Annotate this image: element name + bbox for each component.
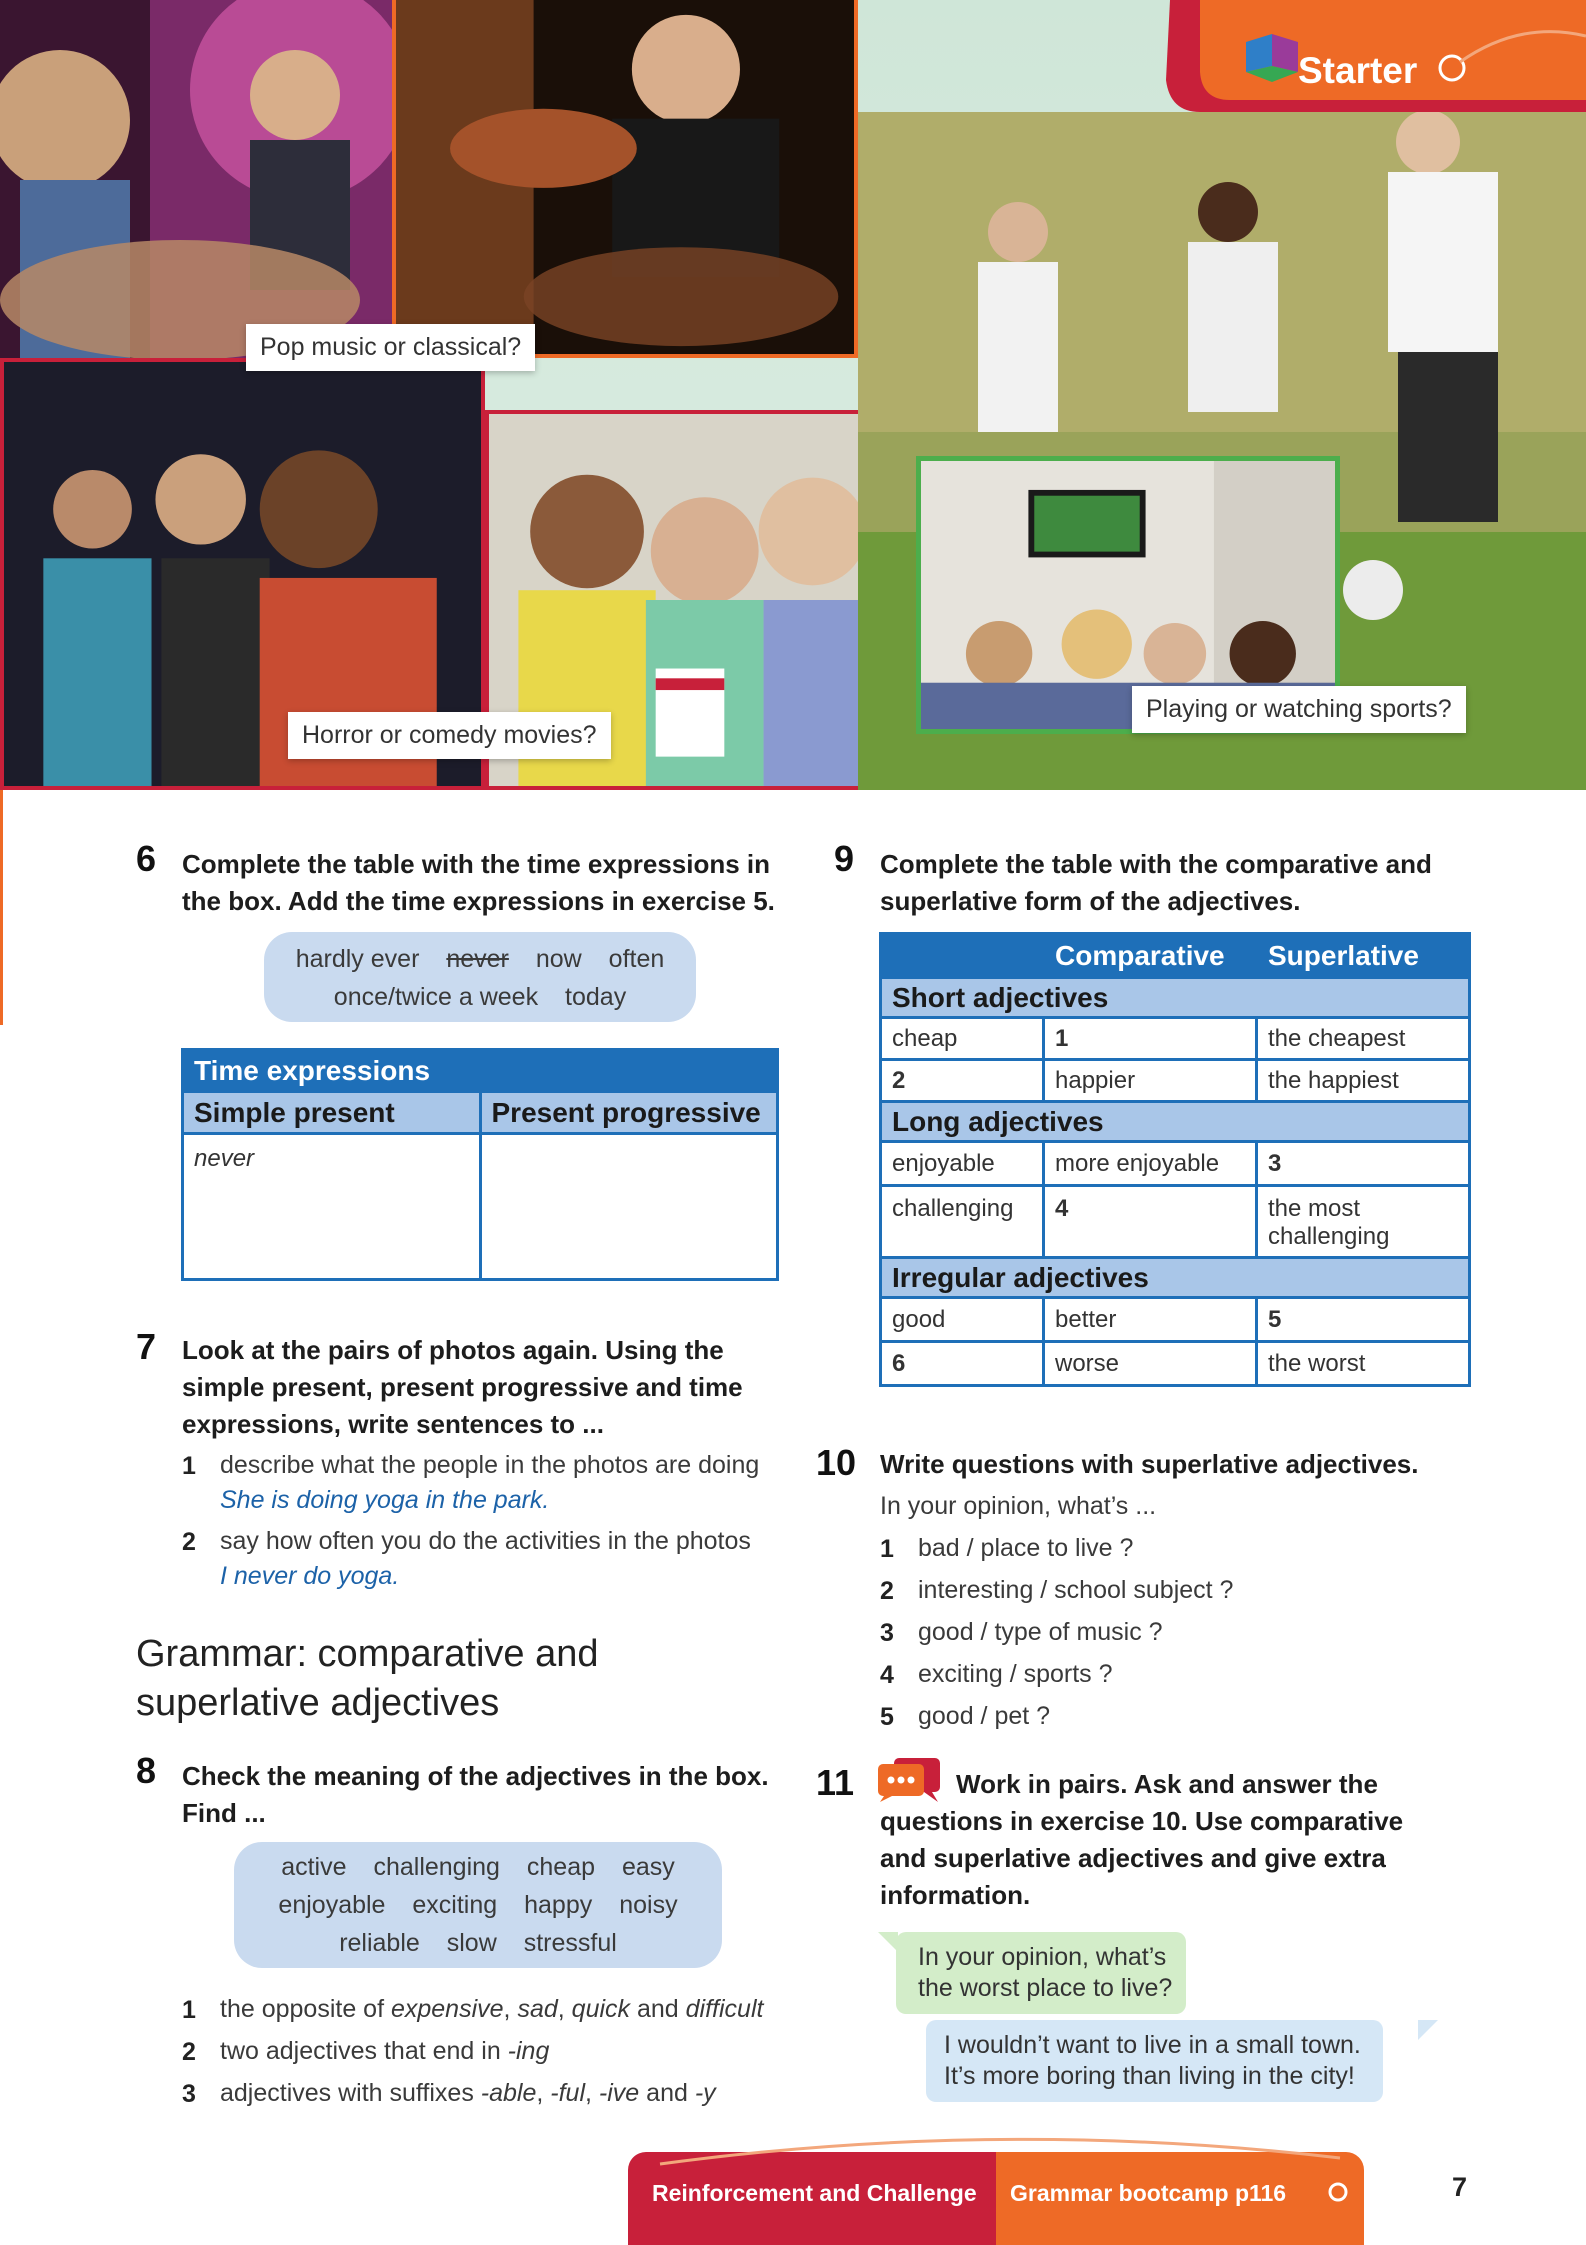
- cell-cheap: cheap: [881, 1018, 1044, 1060]
- exercise-7-number: 7: [136, 1326, 157, 1367]
- word-exciting: exciting: [412, 1891, 498, 1919]
- sep-3: and: [630, 1995, 686, 2023]
- photo-concert: [0, 0, 392, 358]
- ex8-item-1-pre: the opposite of: [220, 1995, 391, 2023]
- exercise-11-instruction-rest: questions in exercise 10. Use comparative and superlative adjectives and give extra information.: [880, 1806, 1404, 1910]
- bubble-question-line-2: the worst place to live?: [918, 1974, 1173, 2002]
- cell-blank-6: 6: [881, 1342, 1044, 1386]
- ex10-item-1-text: bad / place to live ?: [918, 1534, 1134, 1562]
- word-hardly-ever: hardly ever: [295, 945, 420, 973]
- word-now: now: [535, 945, 582, 973]
- word-noisy: noisy: [619, 1891, 678, 1919]
- ex7-item-1-number: 1: [182, 1452, 196, 1480]
- word-easy: easy: [621, 1853, 675, 1881]
- present-progressive-cell: [480, 1134, 778, 1280]
- sep-2: ,: [557, 1995, 572, 2023]
- section-short-adjectives: Short adjectives: [881, 978, 1470, 1018]
- exercise-6-instruction: Complete the table with the time expressions in the box. Add the time expressions in exercise 5.: [182, 849, 775, 916]
- header-blank: [881, 934, 1044, 978]
- header-superlative: Superlative: [1257, 934, 1470, 978]
- ex10-item-4-number: 4: [880, 1661, 894, 1689]
- time-expressions-title: Time expressions: [183, 1050, 778, 1092]
- time-expressions-table: [181, 1048, 779, 1281]
- unit-cube-icon: [1246, 34, 1298, 82]
- ex7-item-1-text: describe what the people in the photos are doing: [220, 1451, 760, 1479]
- exercise-10-instruction: Write questions with superlative adjectives.: [880, 1449, 1419, 1479]
- cell-good: good: [881, 1298, 1044, 1342]
- bubble-answer-line-2: It’s more boring than living in the city!: [944, 2062, 1355, 2090]
- word-enjoyable: enjoyable: [278, 1891, 386, 1919]
- ex10-item-1-number: 1: [880, 1535, 894, 1563]
- cell-enjoyable: enjoyable: [881, 1142, 1044, 1186]
- sep-b: ,: [585, 2079, 599, 2107]
- ex8-item-3-pre: adjectives with suffixes: [220, 2079, 481, 2107]
- exercise-10-lead: In your opinion, what’s ...: [880, 1492, 1157, 1520]
- exercise-8-instruction-line-2: Find ...: [182, 1798, 266, 1828]
- word-today: today: [565, 983, 627, 1011]
- adjectives-table: [879, 932, 1471, 1387]
- reinforcement-label[interactable]: Reinforcement and Challenge: [652, 2180, 977, 2206]
- suffix-ing: -ing: [507, 2037, 550, 2065]
- ex7-item-2-example: I never do yoga.: [220, 1562, 400, 1590]
- ex7-item-1-example: She is doing yoga in the park.: [220, 1486, 550, 1514]
- footer-ring-icon: [1326, 2180, 1350, 2204]
- example-never: never: [194, 1145, 255, 1172]
- word-active: active: [281, 1853, 347, 1881]
- ex8-item-3-number: 3: [182, 2080, 196, 2108]
- exercise-9-instruction: Complete the table with the comparative and superlative form of the adjectives.: [880, 849, 1432, 916]
- ex10-item-3-text: good / type of music ?: [918, 1618, 1163, 1646]
- speech-bubble-answer: [926, 2020, 1383, 2102]
- col-present-progressive: Present progressive: [480, 1092, 778, 1134]
- exercise-11-instruction-line-1: Work in pairs. Ask and answer the: [956, 1769, 1378, 1799]
- cell-worse: worse: [1044, 1342, 1257, 1386]
- caption-sports: Playing or watching sports?: [1132, 686, 1466, 733]
- page-number: 7: [1452, 2172, 1468, 2202]
- grammar-heading-line-2: superlative adjectives: [136, 1682, 500, 1724]
- exercise-8-number: 8: [136, 1750, 157, 1791]
- cell-the-happiest: the happiest: [1257, 1060, 1470, 1102]
- exercise-8-instruction-line-1: Check the meaning of the adjectives in the box.: [182, 1761, 769, 1791]
- cell-the-cheapest: the cheapest: [1257, 1018, 1470, 1060]
- ex8-item-3-text: [220, 2076, 716, 2111]
- section-irregular-adjectives: Irregular adjectives: [881, 1258, 1470, 1298]
- word-never: never: [446, 945, 509, 973]
- bubble-question-line-1: In your opinion, what’s: [918, 1943, 1167, 1971]
- word-difficult: difficult: [685, 1995, 764, 2023]
- cell-blank-1: 1: [1044, 1018, 1257, 1060]
- section-long-adjectives: Long adjectives: [881, 1102, 1470, 1142]
- ex8-item-2-number: 2: [182, 2038, 196, 2066]
- ex10-item-5-text: good / pet ?: [918, 1702, 1051, 1730]
- bubble-answer-tail: [1418, 2020, 1438, 2040]
- ex7-item-2-number: 2: [182, 1528, 196, 1556]
- word-stressful: stressful: [523, 1929, 617, 1957]
- cell-blank-5: 5: [1257, 1298, 1470, 1342]
- exercise-9-number: 9: [834, 838, 855, 879]
- footer-cord-decoration: [620, 2128, 1360, 2168]
- word-sad: sad: [517, 1995, 558, 2023]
- ex10-item-2-number: 2: [880, 1577, 894, 1605]
- unit-label: Starter: [1298, 50, 1418, 91]
- caption-music: Pop music or classical?: [246, 324, 535, 371]
- sep-c: and: [639, 2079, 695, 2107]
- ex10-item-2-text: interesting / school subject ?: [918, 1576, 1234, 1604]
- simple-present-cell: [183, 1134, 481, 1280]
- cell-more-enjoyable: more enjoyable: [1044, 1142, 1257, 1186]
- bubble-answer-line-1: I wouldn’t want to live in a small town.: [944, 2031, 1361, 2059]
- suffix-ive: -ive: [598, 2079, 640, 2107]
- ex8-item-1-number: 1: [182, 1996, 196, 2024]
- exercise-6-number: 6: [136, 838, 157, 879]
- word-quick: quick: [571, 1995, 631, 2023]
- exercise-7-instruction: Look at the pairs of photos again. Using the simple present, present progressive and time expressions, write sentences to ...: [182, 1335, 743, 1439]
- ex8-item-1-text: [220, 1992, 820, 2027]
- sep-a: ,: [536, 2079, 551, 2107]
- word-challenging: challenging: [373, 1853, 500, 1881]
- speaking-icon: [876, 1758, 942, 1802]
- sep-1: ,: [503, 1995, 518, 2023]
- bubble-question-tail: [878, 1932, 898, 1952]
- word-happy: happy: [524, 1891, 593, 1919]
- exercise-10-number: 10: [816, 1442, 857, 1483]
- word-slow: slow: [446, 1929, 497, 1957]
- word-once-twice-a-week: once/twice a week: [333, 983, 539, 1011]
- word-reliable: reliable: [339, 1929, 420, 1957]
- grammar-heading-line-1: Grammar: comparative and: [136, 1633, 599, 1675]
- ex10-item-3-number: 3: [880, 1619, 894, 1647]
- cell-happier: happier: [1044, 1060, 1257, 1102]
- exercise-8-instruction: [182, 1758, 792, 1832]
- adjectives-box: [234, 1842, 722, 1968]
- cell-blank-4: 4: [1044, 1186, 1257, 1258]
- header-comparative: Comparative: [1044, 934, 1257, 978]
- word-often: often: [608, 945, 665, 973]
- ex10-item-4-text: exciting / sports ?: [918, 1660, 1113, 1688]
- caption-movies: Horror or comedy movies?: [288, 712, 611, 759]
- suffix-y: -y: [694, 2079, 716, 2107]
- cell-the-most-challenging: the most challenging: [1257, 1186, 1470, 1258]
- suffix-able: -able: [480, 2079, 537, 2107]
- cell-the-worst: the worst: [1257, 1342, 1470, 1386]
- ex10-item-5-number: 5: [880, 1703, 894, 1731]
- margin-edge-bar: [0, 790, 3, 1025]
- cell-better: better: [1044, 1298, 1257, 1342]
- exercise-11-number: 11: [816, 1762, 855, 1803]
- time-expressions-box: [264, 932, 696, 1022]
- col-simple-present: Simple present: [183, 1092, 481, 1134]
- word-expensive: expensive: [390, 1995, 504, 2023]
- ex8-item-2-text: [220, 2034, 549, 2069]
- cell-blank-2: 2: [881, 1060, 1044, 1102]
- grammar-bootcamp-label[interactable]: Grammar bootcamp p116: [1010, 2180, 1287, 2206]
- cell-blank-3: 3: [1257, 1142, 1470, 1186]
- grammar-heading: [136, 1630, 599, 1728]
- speech-bubble-question: [896, 1932, 1186, 2014]
- suffix-ful: -ful: [550, 2079, 586, 2107]
- word-cheap: cheap: [526, 1853, 596, 1881]
- photo-orchestra: [392, 0, 858, 358]
- ex8-item-2-pre: two adjectives that end in: [220, 2037, 508, 2065]
- ex7-item-2-text: say how often you do the activities in the photos: [220, 1527, 751, 1555]
- cell-challenging: challenging: [881, 1186, 1044, 1258]
